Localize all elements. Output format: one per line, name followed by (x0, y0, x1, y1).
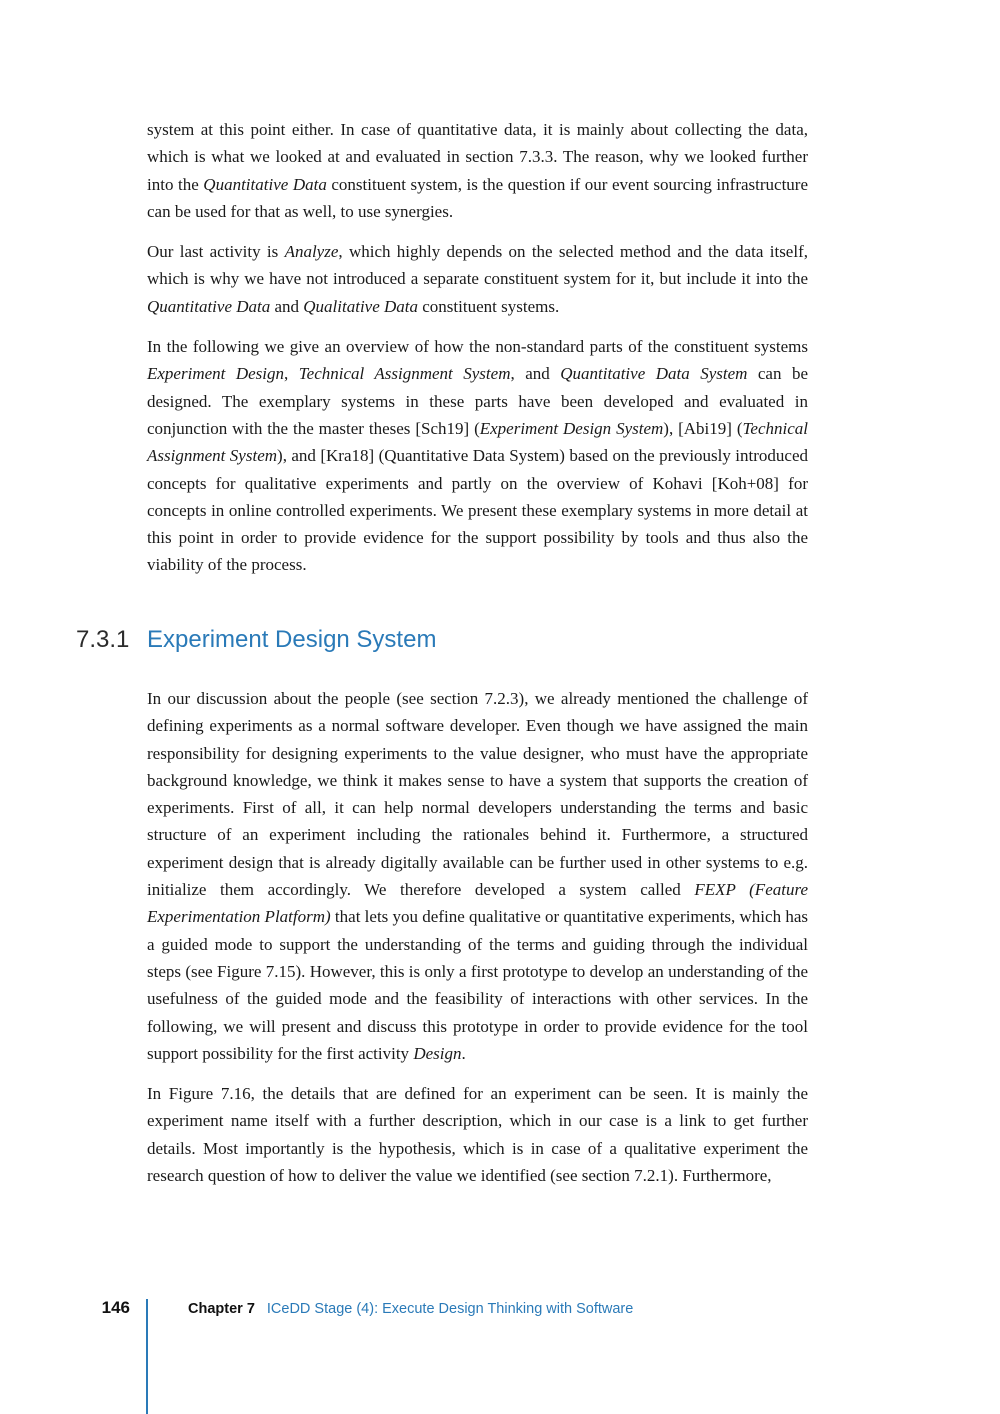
section-heading (76, 626, 436, 654)
paragraph-overview: In the following we give an overview of how the non-standard parts of the constituent systems Experiment Design, Technical Assignment System, and Quantitative Data System can be designed. The exemplary systems in these parts have been developed and evaluated in conjunction with the the master theses [Sch19] (Experiment Design System), [Abi19] (Technical Assignment System), and [Kra18] (Quantitative Data System) based on the previously introduced concepts for qualitative experiments and partly on the overview of Kohavi [Koh+08] for concepts in online controlled experiments. We present these exemplary systems in more detail at this point in order to provide evidence for the support possibility by tools and thus also the viability of the process. (147, 337, 809, 575)
section-number: 7.3.1 (76, 626, 130, 653)
footer-rule (146, 1299, 148, 1414)
body-text-top (147, 116, 808, 592)
paragraph-analyze: Our last activity is Analyze, which highly depends on the selected method and the data itself, which is why we have not introduced a separate constituent system for it, but include it into the Quantitative Data and Qualitative Data constituent systems. (147, 242, 808, 316)
paragraph-quantitative-data: system at this point either. In case of quantitative data, it is mainly about collecting the data, which is what we looked at and evaluated in section 7.3.3. The reason, why we looked further into the Quantitative Data constituent system, is the question if our event sourcing infrastructure can be used for that as well, to use synergies. (147, 120, 808, 221)
running-footer (188, 1301, 633, 1317)
body-text-section (147, 685, 808, 1202)
paragraph-figure-details: In Figure 7.16, the details that are defined for an experiment can be seen. It is mainly the experiment name itself with a further description, which in our case is a link to get further details. Most importantly is the hypothesis, which is in case of a qualitative experiment the research question of how to deliver the value we identified (see section 7.2.1). Furthermore, (147, 1084, 808, 1186)
chapter-label: Chapter 7 (188, 1301, 255, 1317)
paragraph-experiment-design: In our discussion about the people (see section 7.2.3), we already mentioned the challenge of defining experiments as a normal software developer. Even though we have assigned the main responsibility for designing experiments to the value designer, who must have the appropriate background knowledge, we think it makes sense to have a system that supports the creation of experiments. First of all, it can help normal developers understanding the terms and basic structure of an experiment including the rationales behind it. Furthermore, a structured experiment design that is already digitally available can be further used in other systems to e.g. initialize them accordingly. We therefore developed a system called FEXP (Feature Experimentation Platform) that lets you define qualitative or quantitative experiments, which has a guided mode to support the understanding of the terms and guiding through the individual steps (see Figure 7.15). However, this is only a first prototype to develop an understanding of the usefulness of the guided mode and the feasibility of interactions with other services. In the following, we will present and discuss this prototype in order to provide evidence for the tool support possibility for the first activity Design. (147, 689, 808, 1063)
chapter-title: ICeDD Stage (4): Execute Design Thinking with Software (266, 1301, 634, 1317)
section-title: Experiment Design System (147, 626, 437, 653)
page-number: 146 (101, 1298, 130, 1317)
